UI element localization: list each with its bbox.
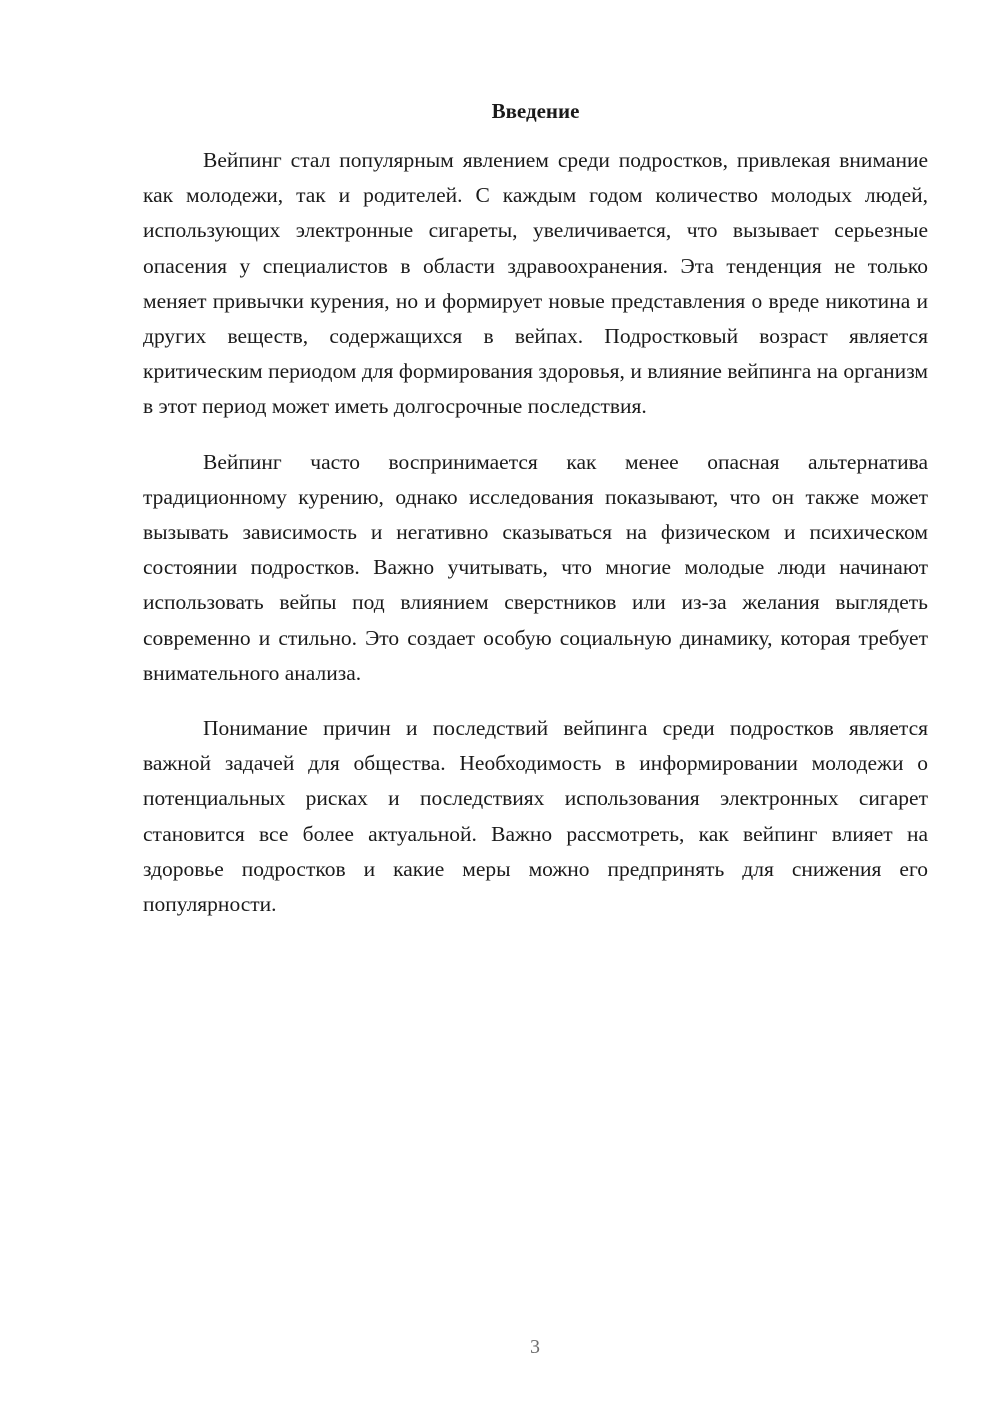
paragraph-1: Вейпинг стал популярным явлением среди подростков, привлекая внимание как молодежи, так и родителей. С каждым годом количество молодых людей, использующих электронные сигареты, увеличивается, что вызывает серьезные опасения у специалистов в области здравоохранения. Эта тенденция не только меняет привычки курения, но и формирует новые представления о вреде никотина и других веществ, содержащихся в вейпах. Подростковый возраст является критическим периодом для формирования здоровья, и влияние вейпинга на организм в этот период может иметь долгосрочные последствия.	[143, 148, 928, 419]
page-number: 3	[530, 1336, 540, 1358]
page-heading: Введение	[491, 99, 580, 123]
paragraph-3: Понимание причин и последствий вейпинга среди подростков является важной задачей для общества. Необходимость в информировании молодежи о потенциальных рисках и последствиях использования электронных сигарет становится все более актуальной. Важно рассмотреть, как вейпинг влияет на здоровье подростков и какие меры можно предпринять для снижения его популярности.	[143, 716, 928, 917]
document-body	[143, 143, 928, 942]
paragraph-2: Вейпинг часто воспринимается как менее опасная альтернатива традиционному курению, однако исследования показывают, что он также может вызывать зависимость и негативно сказываться на физическом и психическом состоянии подростков. Важно учитывать, что многие молодые люди начинают использовать вейпы под влиянием сверстников или из-за желания выглядеть современно и стильно. Это создает особую социальную динамику, которая требует внимательного анализа.	[143, 449, 928, 685]
